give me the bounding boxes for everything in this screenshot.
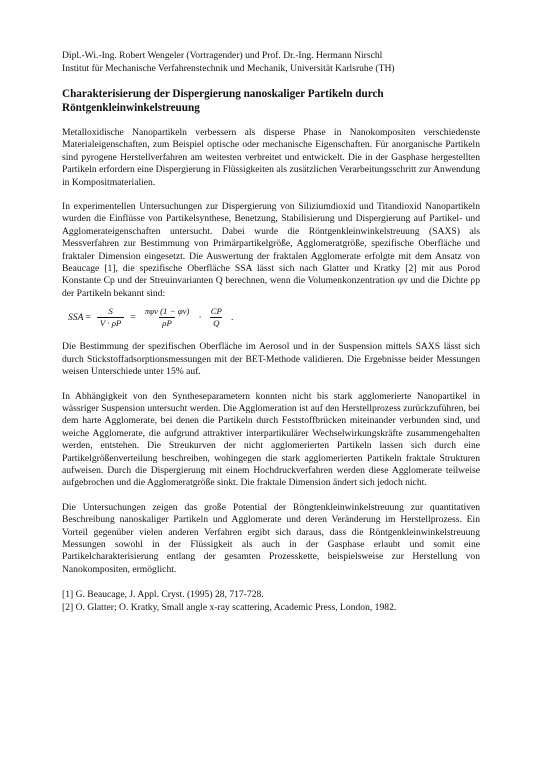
ssa-formula [62,306,480,329]
fraction-1-numerator: S [108,306,113,317]
fraction-3-numerator: CP [210,306,222,317]
author-block [62,50,480,75]
reference-item: [1] G. Beaucage, J. Appl. Cryst. (1995) 28, 717-728. [62,589,264,601]
paragraph-intro: Metalloxidische Nanopartikeln verbessern als disperse Phase in Nanokompositen verschiedenste Materialeigenschaften, zum Beispiel optische oder mechanische Eigenschaften. Für anorganische Partikeln sind pyrogene Herstellverfahren am weitesten verbreitet und entwickelt. Die in der Gasphase hergestellten Partikeln erfordern eine Dispergierung in Flüssigkeiten als zusätzlichen Verarbeitungsschritt zur Anwendung in Kompositmaterialien. [62,127,480,188]
formula-fraction-2 [142,306,193,329]
formula-lhs: SSA [68,312,84,324]
reference-item: [2] O. Glatter; O. Kratky, Small angle x-ray scattering, Academic Press, London, 1982. [62,602,397,614]
paragraph-conclusion: Die Untersuchungen zeigen das große Potential der Röngtenkleinwinkelstreuung zur quantitativen Beschreibung nanoskaliger Partikeln und Agglomerate und deren Veränderung im Herstellprozess. Ein Vorteil gegenüber vielen anderen Verfahren ergibt sich daraus, dass die Röntgenkleinwinkelstreuung Messungen sowohl in der Flüssigkeit als auch in der Gasphase erlaubt und somit eine Partikelcharakterisierung entlang der gesamten Prozesskette, beispielsweise zur Herstellung von Nanokompositen, ermöglicht. [62,501,480,575]
fraction-3-denominator: Q [210,317,222,329]
fraction-1-denominator: V · ρP [97,317,124,329]
formula-equals-2: = [130,312,136,324]
authors-line: Dipl.-Wi.-Ing. Robert Wengeler (Vortragender) und Prof. Dr.-Ing. Hermann Nirschl [62,50,383,61]
formula-period: . [230,312,234,324]
paper-title: Charakterisierung der Dispergierung nanoskaliger Partikeln durch Röntgenkleinwinkelstreuung [62,88,384,114]
formula-dot: · [198,312,202,324]
paragraph-methods: In experimentellen Untersuchungen zur Dispergierung von Siliziumdioxid und Titandioxid Nanopartikeln wurden die Einflüsse von Partikelsynthese, Benetzung, Stabilisierung und Dispergierung auf Partikel- und Agglomerateigenschaften untersucht. Dabei wurde die Röntgenkleinwinkelstreuung (SAXS) als Messverfahren zur Bestimmung von Primärpartikelgröße, Agglomeratgröße, spezifische Oberfläche und fraktaler Dimension eingesetzt. Die Auswertung der fraktalen Agglomerate erfolgte mit dem Ansatz von Beaucage [1], die spezifische Oberfläche SSA lässt sich nach Glatter und Kratky [2] mit aus Porod Konstante Cp und der Streuinvarianten Q berechnen, wenn die Volumenkonzentration φv und die Dichte ρp der Partikeln bekannt sind: [62,201,480,299]
formula-fraction-1 [97,306,124,329]
references [62,588,480,614]
formula-fraction-3 [208,306,225,329]
paragraph-validation: Die Bestimmung der spezifischen Oberfläche im Aerosol und in der Suspension mittels SAXS lässt sich durch Stickstoffadsorptionsmessungen mit der BET-Methode validieren. Die Ergebnisse beider Messungen weisen Unterschiede unter 15% auf. [62,341,480,378]
paragraph-results: In Abhängigkeit von den Syntheseparametern konnten nicht bis stark agglomerierte Nanopartikel in wässriger Suspension untersucht werden. Die Agglomeration ist auf den Herstellprozess zurückzuführen, bei dem harte Agglomerate, bei denen die Partikeln durch Feststoffbrücken miteinander verbunden sind, und weiche Agglomerate, die aufgrund attraktiver interpartikulärer Wechselwirkungskräfte zusammengehalten werden, entstehen. Die Streukurven der nicht agglomerierten Partikeln lassen sich durch eine Partikelgrößenverteilung beschreiben, wohingegen die stark agglomerierten Partikeln fraktale Strukturen aufweisen. Durch die Dispergierung mit einem Hochdruckverfahren werden diese Agglomerate teilweise aufgebrochen und die Agglomeratgröße sinkt. Die fraktale Dimension ändert sich jedoch nicht. [62,390,480,489]
document-page [62,50,480,614]
fraction-2-denominator: ρP [159,317,175,329]
formula-equals-1: = [85,312,91,324]
fraction-2-numerator: πφv (1 − φv) [144,306,190,317]
institute-line: Institut für Mechanische Verfahrenstechnik und Mechanik, Universität Karlsruhe (TH) [62,62,395,74]
